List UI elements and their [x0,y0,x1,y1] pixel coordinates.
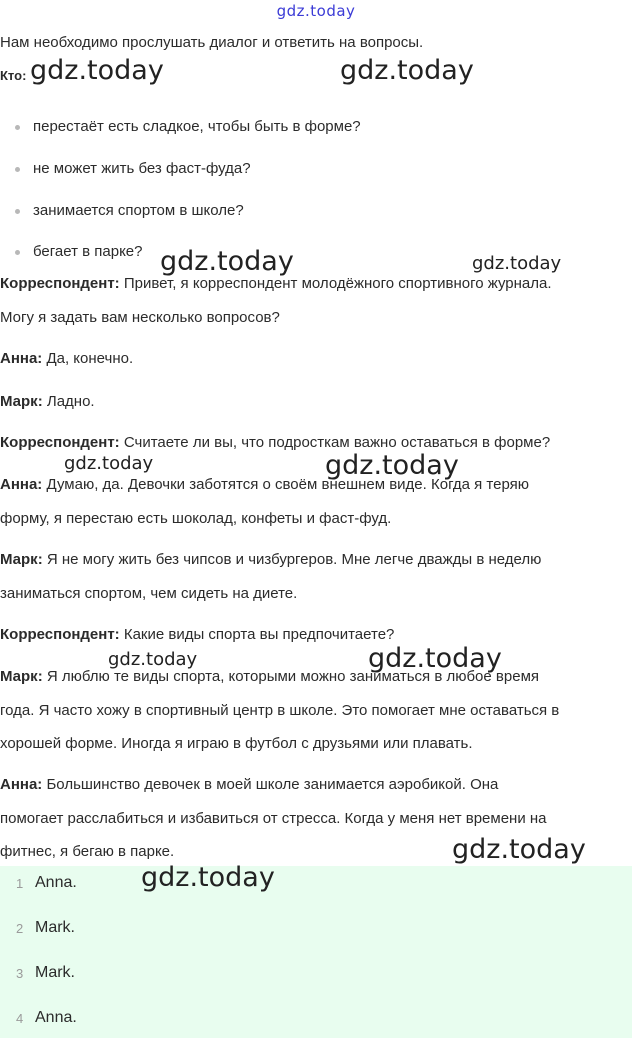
dialog-text: Думаю, да. Девочки заботятся о своём внешнем виде. Когда я теряю [42,476,530,493]
dialog-line [0,433,550,453]
question-text: не может жить без фаст-фуда? [33,160,251,177]
dialog-text: Могу я задать вам несколько вопросов? [0,309,280,326]
bullet-icon [15,167,20,172]
question-text: перестаёт есть сладкое, чтобы быть в форме? [33,118,361,135]
dialog-line [0,625,394,645]
watermark: gdz.today [30,55,164,86]
bullet-icon [15,250,20,255]
answer-number: 1 [16,876,24,891]
dialog-text: Какие виды спорта вы предпочитаете? [119,626,395,643]
dialog-text: помогает расслабиться и избавиться от стресса. Когда у меня нет времени на [0,810,547,827]
dialog-line [0,274,552,294]
dialog-line [0,701,559,721]
watermark: gdz.today [160,246,294,277]
speaker-name: Корреспондент: [0,434,120,451]
question-text: занимается спортом в школе? [33,202,244,219]
watermark: gdz.today [472,253,562,274]
watermark: gdz.today [141,862,275,893]
dialog-line [0,584,297,604]
dialog-text: форму, я перестаю есть шоколад, конфеты и фаст-фуд. [0,510,392,527]
dialog-line [0,734,473,754]
answer-text: Anna. [35,874,77,891]
answer-row [0,956,632,996]
watermark: gdz.today [340,55,474,86]
dialog-line [0,842,174,862]
speaker-name: Корреспондент: [0,626,120,643]
dialog-line [0,392,95,412]
dialog-text: заниматься спортом, чем сидеть на диете. [0,585,298,602]
dialog-text: Я люблю те виды спорта, которыми можно заниматься в любое время [42,668,539,685]
dialog-text: Ладно. [42,393,95,410]
answer-row [0,911,632,951]
who-label: Кто: [0,68,27,83]
dialog-text: Я не могу жить без чипсов и чизбургеров. Мне легче дважды в неделю [42,551,542,568]
speaker-name: Анна: [0,350,43,367]
answer-row [0,862,632,906]
watermark: gdz.today [368,643,502,674]
dialog-line [0,550,541,570]
dialog-line [0,775,498,795]
speaker-name: Марк: [0,668,43,685]
dialog-text: хорошей форме. Иногда я играю в футбол с друзьями или плавать. [0,735,473,752]
bullet-icon [15,125,20,130]
watermark: gdz.today [108,649,198,670]
dialog-text: года. Я часто хожу в спортивный центр в школе. Это помогает мне оставаться в [0,702,560,719]
task-intro: Нам необходимо прослушать диалог и ответить на вопросы. [0,34,424,51]
speaker-name: Корреспондент: [0,275,120,292]
watermark: gdz.today [64,453,154,474]
answer-text: Anna. [35,1009,77,1026]
answer-number: 4 [16,1011,24,1026]
speaker-name: Анна: [0,776,43,793]
dialog-line [0,349,133,369]
answer-text: Mark. [35,964,75,981]
answer-block [0,862,632,1038]
dialog-text: Считаете ли вы, что подросткам важно оставаться в форме? [119,434,551,451]
dialog-text: фитнес, я бегаю в парке. [0,843,175,860]
answer-row [0,1001,632,1041]
bullet-icon [15,209,20,214]
dialog-line [0,809,547,829]
dialog-text: Да, конечно. [42,350,134,367]
speaker-name: Анна: [0,476,43,493]
watermark: gdz.today [452,834,586,865]
dialog-line [0,308,280,328]
dialog-text: Привет, я корреспондент молодёжного спортивного журнала. [119,275,552,292]
site-logo[interactable]: gdz.today [276,2,356,20]
answer-number: 3 [16,966,24,981]
speaker-name: Марк: [0,393,43,410]
dialog-line [0,509,391,529]
watermark: gdz.today [325,450,459,481]
speaker-name: Марк: [0,551,43,568]
answer-number: 2 [16,921,24,936]
question-text: бегает в парке? [33,243,143,260]
dialog-text: Большинство девочек в моей школе занимается аэробикой. Она [42,776,499,793]
answer-text: Mark. [35,919,75,936]
